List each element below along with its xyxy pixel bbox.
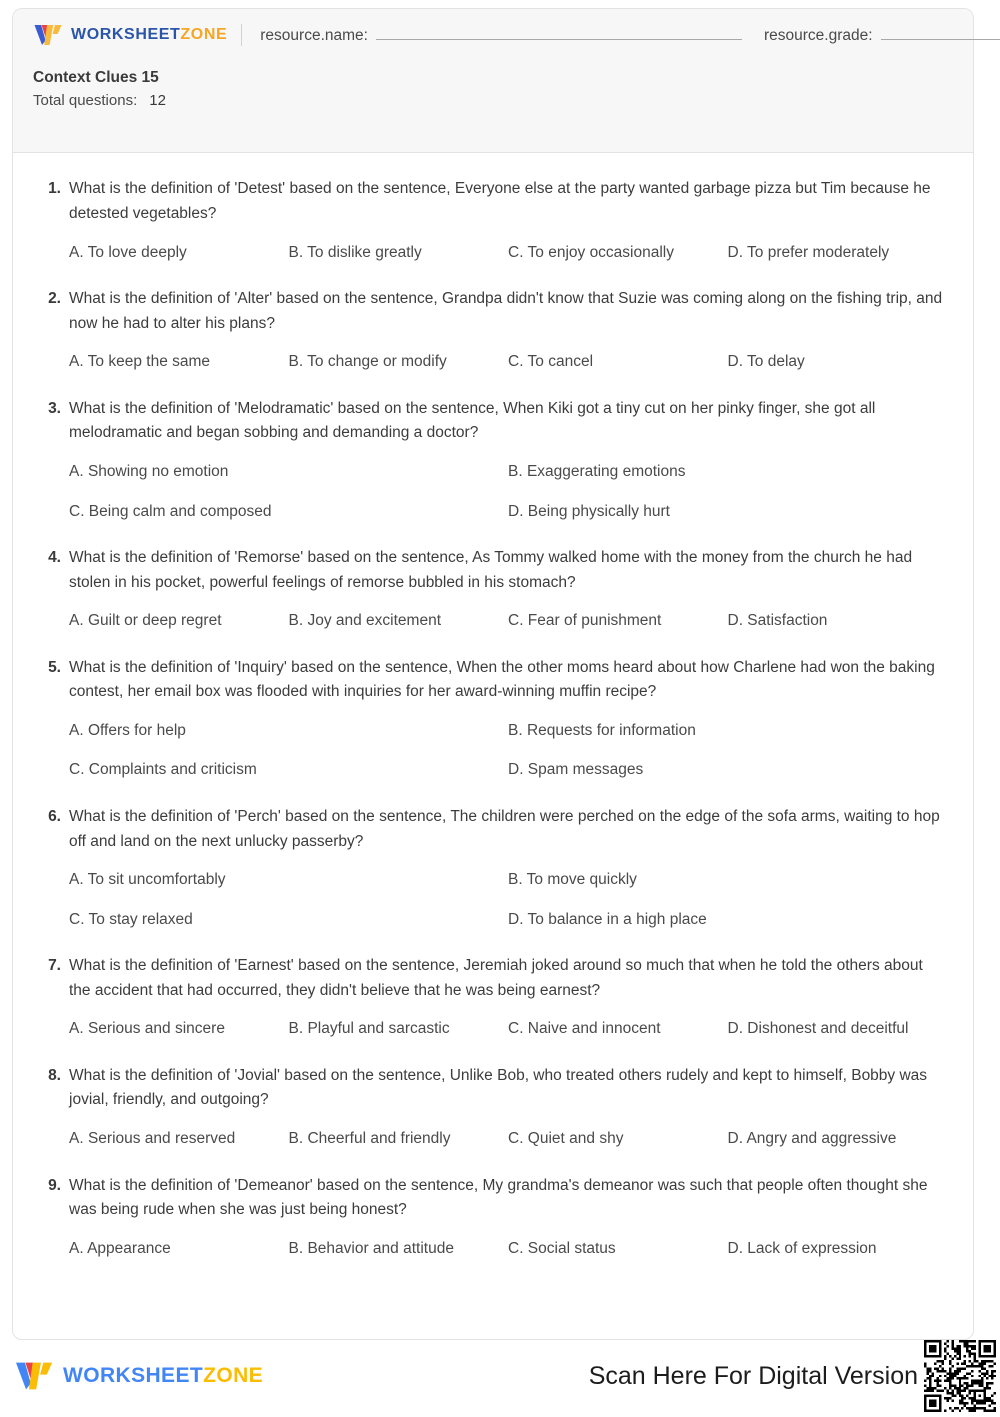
question-text: What is the definition of 'Inquiry' based on the sentence, When the other moms heard about how Charlene had won the baking contest, her email box was flooded with inquiries for her award-winning muffin recipe?	[69, 658, 935, 701]
total-questions-count: 12	[149, 92, 166, 110]
qr-code-image[interactable]	[924, 1340, 996, 1412]
question-main	[69, 397, 947, 523]
question-text: What is the definition of 'Demeanor' based on the sentence, My grandma's demeanor was such that people often thought she was being rude when she was just being honest?	[69, 1176, 928, 1219]
question-main	[69, 1174, 947, 1261]
answer-options	[69, 350, 947, 373]
answer-option[interactable]: C. To stay relaxed	[69, 910, 193, 928]
worksheet-header	[13, 9, 973, 153]
question-item	[39, 177, 947, 264]
answer-option[interactable]: B. Requests for information	[508, 722, 696, 740]
answer-option[interactable]: A. Guilt or deep regret	[69, 612, 222, 630]
resource-name-field[interactable]	[260, 25, 742, 45]
question-text: What is the definition of 'Earnest' based on the sentence, Jeremiah joked around so much that when he told the others about the accident that had occurred, they didn't believe that he was being earnest?	[69, 956, 923, 999]
answer-option[interactable]: D. To delay	[727, 353, 805, 371]
logo-word-zone: ZONE	[180, 26, 228, 43]
answer-option[interactable]: D. Lack of expression	[727, 1240, 877, 1258]
answer-option[interactable]: C. Quiet and shy	[508, 1130, 624, 1148]
answer-option[interactable]: A. Serious and reserved	[69, 1130, 236, 1148]
answer-option[interactable]: C. To enjoy occasionally	[508, 243, 674, 261]
answer-options	[69, 460, 947, 523]
question-item	[39, 805, 947, 931]
answer-option[interactable]: B. Behavior and attitude	[288, 1240, 454, 1258]
answer-option[interactable]: B. Joy and excitement	[288, 612, 441, 630]
answer-options	[69, 1017, 947, 1040]
answer-option[interactable]: A. To keep the same	[69, 353, 211, 371]
header-top-row	[13, 9, 973, 45]
answer-option[interactable]: A. Showing no emotion	[69, 463, 229, 481]
question-text: What is the definition of 'Perch' based on the sentence, The children were perched on the edge of the sofa arms, waiting to hop off and land on the next unlucky passerby?	[69, 807, 940, 850]
answer-option[interactable]: A. To sit uncomfortably	[69, 871, 226, 889]
resource-grade-field[interactable]	[764, 25, 1000, 45]
answer-options	[69, 868, 947, 931]
answer-option[interactable]: C. Naive and innocent	[508, 1020, 661, 1038]
question-number: 9.	[48, 1176, 61, 1194]
question-main	[69, 177, 947, 264]
footer-worksheet-zone-logo	[14, 1360, 263, 1392]
answer-options	[69, 719, 947, 782]
footer-logo-word-worksheet: WORKSHEET	[63, 1364, 204, 1387]
question-item	[39, 397, 947, 523]
answer-option[interactable]: A. Appearance	[69, 1240, 171, 1258]
answer-option[interactable]: B. To change or modify	[288, 353, 447, 371]
question-main	[69, 546, 947, 633]
answer-options	[69, 609, 947, 632]
header-divider	[241, 24, 242, 46]
question-item	[39, 1174, 947, 1261]
answer-option[interactable]: C. To cancel	[508, 353, 594, 371]
answer-option[interactable]: D. Dishonest and deceitful	[727, 1020, 909, 1038]
answer-options	[69, 241, 947, 264]
question-number: 1.	[48, 180, 61, 197]
answer-option[interactable]: B. Cheerful and friendly	[288, 1130, 451, 1148]
resource-name-blank-rule[interactable]	[376, 25, 742, 40]
logo-wordmark	[71, 26, 227, 44]
question-main	[69, 1064, 947, 1151]
answer-option[interactable]: B. Exaggerating emotions	[508, 463, 686, 481]
answer-options	[69, 1127, 947, 1150]
question-main	[69, 805, 947, 931]
question-item	[39, 1064, 947, 1151]
question-main	[69, 954, 947, 1041]
answer-option[interactable]: C. Being calm and composed	[69, 502, 272, 520]
question-text: What is the definition of 'Remorse' based on the sentence, As Tommy walked home with the money from the church he had stolen in his pocket, powerful feelings of remorse bubbled in his stomach?	[69, 548, 913, 591]
worksheet-zone-logo	[33, 23, 227, 47]
answer-option[interactable]: D. Angry and aggressive	[727, 1130, 897, 1148]
questions-list	[13, 153, 973, 1260]
page-title: Context Clues 15	[33, 69, 159, 86]
answer-option[interactable]: C. Social status	[508, 1240, 616, 1258]
answer-option[interactable]: A. Offers for help	[69, 722, 186, 740]
resource-grade-label: resource.grade:	[763, 27, 873, 44]
answer-option[interactable]: D. Satisfaction	[727, 612, 828, 630]
footer-logo-w-mark-icon	[14, 1360, 54, 1392]
logo-word-worksheet: WORKSHEET	[71, 26, 181, 43]
question-main	[69, 287, 947, 374]
question-number: 3.	[48, 399, 61, 417]
answer-option[interactable]: A. To love deeply	[69, 243, 187, 261]
question-item	[39, 287, 947, 374]
answer-option[interactable]: D. To prefer moderately	[727, 243, 890, 261]
question-text: What is the definition of 'Detest' based on the sentence, Everyone else at the party wanted garbage pizza but Tim because he detested vegetables?	[69, 180, 931, 222]
question-item	[39, 954, 947, 1041]
resource-name-label: resource.name:	[260, 27, 368, 44]
answer-option[interactable]: D. Spam messages	[508, 761, 644, 779]
question-text: What is the definition of 'Alter' based on the sentence, Grandpa didn't know that Suzie was coming along on the fishing trip, and now he had to alter his plans?	[69, 289, 943, 332]
question-number: 4.	[48, 548, 61, 566]
scan-prompt-text: Scan Here For Digital Version	[588, 1362, 918, 1390]
footer-logo-wordmark	[63, 1364, 263, 1388]
answer-option[interactable]: A. Serious and sincere	[69, 1020, 225, 1038]
total-questions-label: Total questions:	[33, 92, 138, 110]
question-main	[69, 656, 947, 782]
answer-option[interactable]: B. To move quickly	[508, 871, 637, 889]
answer-option[interactable]: D. Being physically hurt	[508, 502, 670, 520]
worksheet-card	[12, 8, 974, 1340]
question-text: What is the definition of 'Jovial' based on the sentence, Unlike Bob, who treated others rudely and kept to himself, Bobby was jovial, friendly, and outgoing?	[69, 1066, 928, 1109]
question-number: 8.	[48, 1066, 61, 1084]
answer-options	[69, 1237, 947, 1260]
answer-option[interactable]: B. To dislike greatly	[288, 243, 422, 261]
question-number: 6.	[48, 807, 61, 825]
worksheet-title-block	[13, 45, 973, 113]
answer-option[interactable]: C. Fear of punishment	[508, 612, 662, 630]
total-questions-line	[33, 89, 973, 113]
question-number: 2.	[48, 289, 61, 307]
answer-option[interactable]: C. Complaints and criticism	[69, 761, 257, 779]
question-text: What is the definition of 'Melodramatic' based on the sentence, When Kiki got a tiny cut on her pinky finger, she got all melodramatic and began sobbing and demanding a doctor?	[69, 399, 876, 442]
question-number: 5.	[48, 658, 61, 676]
page-footer	[0, 1352, 1000, 1414]
resource-grade-blank-rule[interactable]	[881, 25, 1000, 40]
question-item	[39, 656, 947, 782]
answer-option[interactable]: D. To balance in a high place	[508, 910, 707, 928]
answer-option[interactable]: B. Playful and sarcastic	[288, 1020, 450, 1038]
question-number: 7.	[48, 956, 61, 974]
footer-logo-word-zone: ZONE	[203, 1364, 264, 1387]
logo-w-mark-icon	[33, 23, 63, 47]
question-item	[39, 546, 947, 633]
